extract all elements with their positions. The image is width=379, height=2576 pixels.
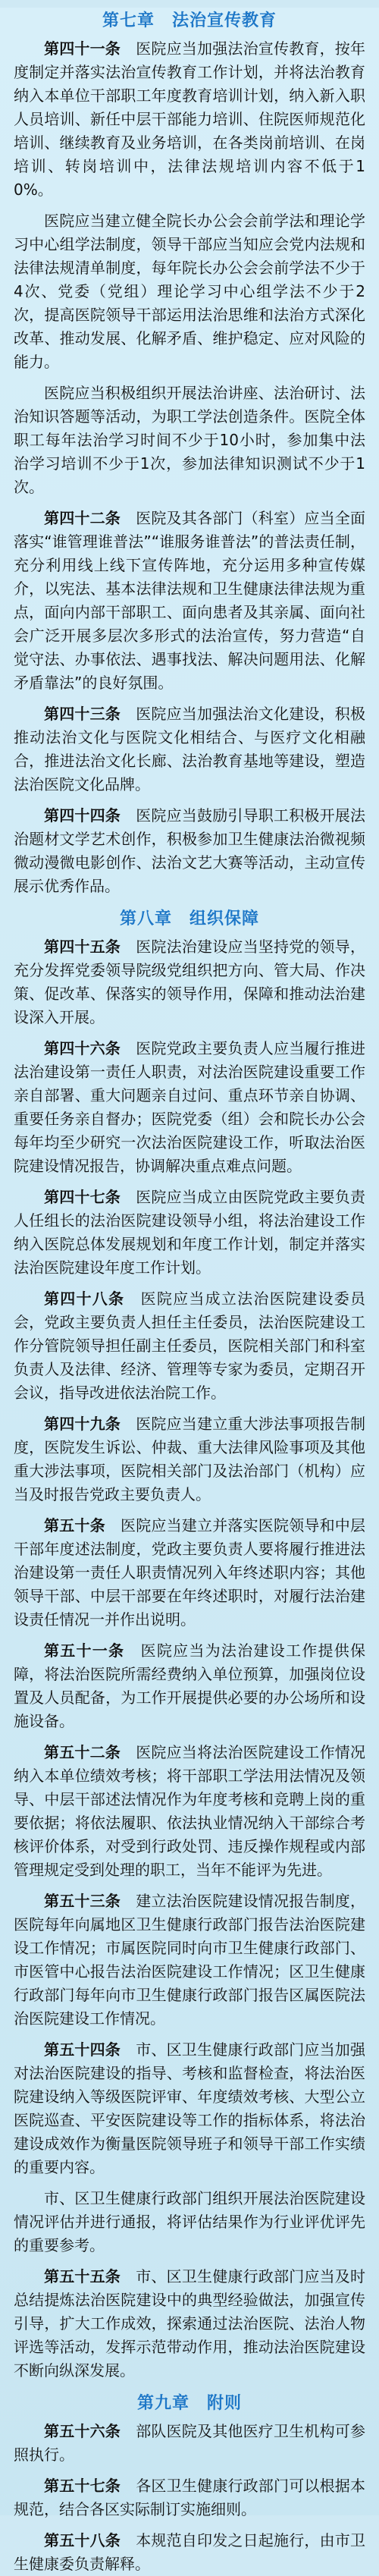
article-paragraph	[14, 1287, 365, 1405]
article-text: 市、区卫生健康行政部门应当加强对法治医院建设的指导、考核和监督检查，将法治医院建设纳入等级医院评审、年度绩效考核、大型公立医院巡查、平安医院建设等工作的指标体系，将法治建设成效作为衡量医院领导班子和领导干部工作实绩的重要内容。	[14, 2040, 365, 2176]
article-paragraph	[14, 37, 365, 202]
article-text: 市、区卫生健康行政部门组织开展法治医院建设情况评估并进行通报，将评估结果作为行业评优评先的重要参考。	[14, 2189, 365, 2254]
article-paragraph	[14, 804, 365, 898]
article-text: 部队医院及其他医疗卫生机构可参照执行。	[14, 2422, 365, 2464]
article-paragraph	[14, 2529, 365, 2576]
article-number: 第四十八条	[44, 1290, 125, 1308]
article-text: 医院应当加强法治宣传教育，按年度制定并落实法治宣传教育工作计划，并将法治教育纳入本单位干部职工年度教育培训计划，纳入新入职人员培训、新任中层干部能力培训、住院医师规范化培训、继续教育及业务培训，在各类岗前培训、在岗培训、转岗培训中，法律法规培训内容不低于10%。	[14, 39, 365, 199]
article-number: 第四十六条	[44, 1039, 121, 1057]
article-text: 医院应当成立由医院党政主要负责人任组长的法治医院建设领导小组，将法治建设工作纳入医院总体发展规划和年度工作计划，制定并落实法治医院建设年度工作计划。	[14, 1188, 365, 1277]
document-page	[0, 8, 379, 2573]
article-number: 第四十五条	[44, 938, 121, 956]
article-paragraph	[14, 2474, 365, 2521]
article-paragraph	[14, 2187, 365, 2257]
article-number: 第五十四条	[44, 2040, 121, 2059]
chapter-title: 第九章 附则	[136, 2394, 242, 2413]
article-text: 医院应当加强法治文化建设，积极推动法治文化与医院文化相结合、与医疗文化相融合，推进法治文化长廊、法治教育基地等建设，塑造法治医院文化品牌。	[14, 705, 365, 793]
article-number: 第四十九条	[44, 1415, 121, 1433]
article-paragraph	[14, 1037, 365, 1178]
article-text: 市、区卫生健康行政部门应当及时总结提炼法治医院建设中的典型经验做法，加强宣传引导，扩大工作成效，探索通过法治医院、法治人物评选等活动，发挥示范带动作用，推动法治医院建设不断向纵深发展。	[14, 2267, 365, 2380]
article-number: 第四十一条	[44, 39, 121, 58]
chapter-title: 第八章 组织保障	[119, 909, 259, 928]
article-text: 医院法治建设应当坚持党的领导，充分发挥党委领导院级党组织把方向、管大局、作决策、促改革、保落实的领导作用，保障和推动法治建设深入开展。	[14, 938, 365, 1026]
document-body	[14, 8, 365, 2576]
article-number: 第五十七条	[44, 2477, 121, 2495]
chapter-title: 第七章 法治宣传教育	[102, 11, 277, 30]
article-paragraph	[14, 1890, 365, 2031]
article-paragraph	[14, 1186, 365, 1280]
article-text: 医院及其各部门（科室）应当全面落实“谁管理谁普法”“谁服务谁普法”的普法责任制，充分利用线上线下宣传阵地，充分运用多种宣传媒介，以宪法、基本法律法规和卫生健康法律法规为重点，面向内部干部职工、面向患者及其亲属、面向社会广泛开展多层次多形式的法治宣传，努力营造“自觉守法、办事依法、遇事找法、解决问题用法、化解矛盾靠法”的良好氛围。	[14, 509, 365, 692]
article-number: 第四十三条	[44, 705, 121, 723]
article-paragraph	[14, 382, 365, 499]
article-text: 医院应当成立法治医院建设委员会，党政主要负责人担任主任委员，法治医院建设工作分管院领导担任副主任委员，医院相关部门和科室负责人及法律、经济、管理等专家为委员，定期召开会议，指导改进依法治院工作。	[14, 1290, 366, 1402]
article-number: 第五十五条	[44, 2267, 121, 2285]
article-paragraph	[14, 2420, 365, 2467]
article-number: 第五十一条	[44, 1641, 125, 1660]
article-number: 第四十七条	[44, 1188, 121, 1206]
article-number: 第五十条	[44, 1516, 105, 1535]
article-paragraph	[14, 507, 365, 695]
article-number: 第五十八条	[44, 2531, 121, 2549]
article-text: 医院应当鼓励引导职工积极开展法治题材文学艺术创作，积极参加卫生健康法治微视频微动漫微电影创作、法治文艺大赛等活动，主动宣传展示优秀作品。	[14, 806, 365, 895]
article-number: 第四十二条	[44, 509, 121, 527]
article-paragraph	[14, 1412, 365, 1506]
article-paragraph	[14, 1639, 365, 1733]
article-text: 本规范自印发之日起施行，由市卫生健康委负责解释。	[14, 2531, 365, 2573]
article-paragraph	[14, 1741, 365, 1882]
article-paragraph	[14, 2265, 365, 2383]
article-text: 医院应当为法治建设工作提供保障，将法治医院所需经费纳入单位预算，加强岗位设置及人员配备，为工作开展提供必要的办公场所和设施设备。	[14, 1641, 366, 1730]
article-paragraph	[14, 209, 365, 374]
article-text: 医院应当积极组织开展法治讲座、法治研讨、法治知识答题等活动，为职工学法创造条件。医院全体职工每年法治学习时间不少于10小时，参加集中法治学习培训不少于1次，参加法律知识测试不少于1次。	[14, 384, 365, 496]
article-paragraph	[14, 2038, 365, 2179]
article-text: 医院应当建立健全院长办公会会前学法和理论学习中心组学法制度，领导干部应当知应会党内法规和法律法规清单制度，每年院长办公会会前学法不少于4次、党委（党组）理论学习中心组学法不少于2次，提高医院领导干部运用法治思维和法治方式深化改革、推动发展、化解矛盾、维护稳定、应对风险的能力。	[14, 212, 365, 371]
article-paragraph	[14, 1514, 365, 1632]
article-number: 第五十六条	[44, 2422, 121, 2440]
article-number: 第五十三条	[44, 1892, 121, 1910]
article-text: 医院党政主要负责人应当履行推进法治建设第一责任人职责，对法治医院建设重要工作亲自部署、重大问题亲自过问、重点环节亲自协调、重要任务亲自督办；医院党委（组）会和院长办公会每年均至少研究一次法治医院建设工作，听取法治医院建设情况报告，协调解决重点难点问题。	[14, 1039, 365, 1175]
article-text: 建立法治医院建设情况报告制度，医院每年向属地区卫生健康行政部门报告法治医院建设工作情况；市属医院同时向市卫生健康行政部门、市医管中心报告法治医院建设工作情况；区卫生健康行政部门每年向市卫生健康行政部门报告区属医院法治医院建设工作情况。	[14, 1892, 365, 2028]
article-number: 第五十二条	[44, 1743, 121, 1761]
article-text: 医院应当将法治医院建设工作情况纳入本单位绩效考核；将干部职工学法用法情况及领导、中层干部述法情况作为年度考核和竞聘上岗的重要依据；将依法履职、依法执业情况纳入干部综合考核评价体系，对受到行政处罚、违反操作规程或内部管理规定受到处理的职工，当年不能评为先进。	[14, 1743, 365, 1879]
article-paragraph	[14, 702, 365, 796]
article-number: 第四十四条	[44, 806, 121, 825]
article-text: 医院应当建立并落实医院领导和中层干部年度述法制度，党政主要负责人要将履行推进法治建设第一责任人职责情况列入年终述职内容；其他领导干部、中层干部要在年终述职时，对履行法治建设责任情况一并作出说明。	[14, 1516, 366, 1629]
article-paragraph	[14, 935, 365, 1029]
article-text: 医院应当建立重大涉法事项报告制度，医院发生诉讼、仲裁、重大法律风险事项及其他重大涉法事项，医院相关部门及法治部门（机构）应当及时报告党政主要负责人。	[14, 1415, 365, 1503]
article-text: 各区卫生健康行政部门可以根据本规范，结合各区实际制订实施细则。	[14, 2477, 365, 2518]
